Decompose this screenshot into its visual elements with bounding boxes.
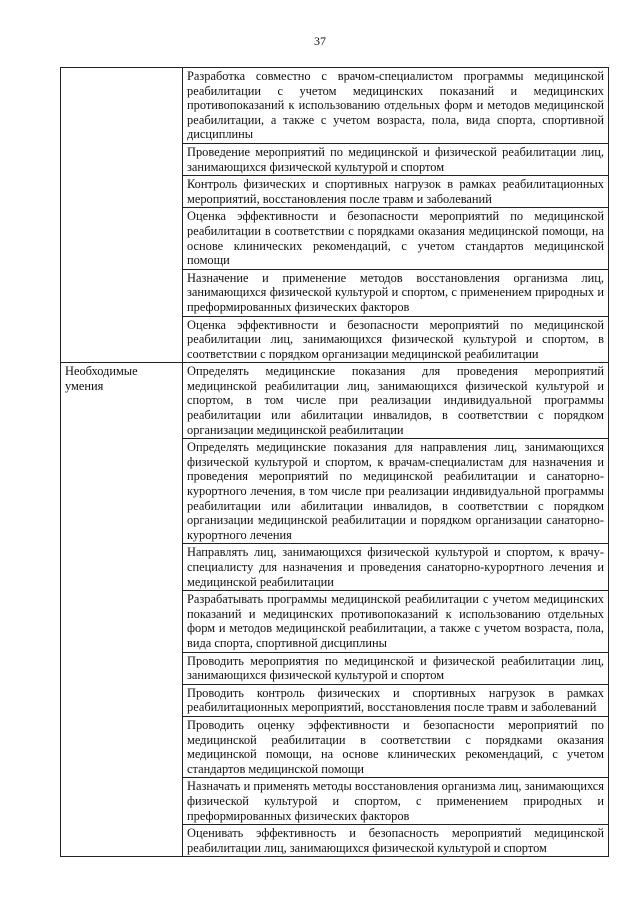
- item-cell: [183, 316, 609, 363]
- item-cell: [183, 652, 609, 684]
- item-text: Определять медицинские показания для проведения мероприятий медицинской реабилитации лиц, занимающихся физической культурой и спортом, в том числе при реализации индивидуальной программы реабилитации или абилитации инвалидов, в соответствии с порядком организации медицинской реабилитации: [187, 364, 604, 437]
- item-text: Проведение мероприятий по медицинской и физической реабилитации лиц, занимающихся физической культурой и спортом: [187, 144, 604, 174]
- item-text: Оценка эффективности и безопасности мероприятий по медицинской реабилитации лиц, занимающихся физической культурой и спортом, в соответствии с порядком организации медицинской реабилитации: [187, 317, 604, 361]
- item-text: Проводить контроль физических и спортивных нагрузок в рамках реабилитационных мероприятий, восстановления после травм и заболеваний: [187, 685, 604, 715]
- item-text: Разработка совместно с врачом-специалистом программы медицинской реабилитации с учетом медицинских показаний и медицинских противопоказаний к использованию отдельных форм и методов медицинской реабилитации, а также с учетом возраста, пола, вида спорта, спортивной дисциплины: [187, 69, 604, 142]
- item-text: Оценка эффективности и безопасности мероприятий по медицинской реабилитации в соответствии с порядками оказания медицинской помощи, на основе клинических рекомендаций, с учетом стандартов медицинской помощи: [187, 209, 604, 268]
- item-cell: [183, 778, 609, 825]
- requirements-table: [60, 67, 609, 857]
- page-number: 37: [314, 34, 326, 48]
- item-cell: [183, 591, 609, 652]
- item-cell: [183, 363, 609, 439]
- section-heading-cell: [61, 363, 183, 857]
- item-cell: [183, 176, 609, 208]
- table-row: [61, 363, 609, 439]
- table-body: [61, 68, 609, 857]
- item-cell: [183, 269, 609, 316]
- item-text: Контроль физических и спортивных нагрузок в рамках реабилитационных мероприятий, восстановления после травм и заболеваний: [187, 177, 604, 206]
- item-cell: [183, 208, 609, 269]
- item-text: Назначать и применять методы восстановления организма лиц, занимающихся физической культурой и спортом, с применением природных и преформированных физических факторов: [187, 779, 604, 823]
- item-text: Проводить оценку эффективности и безопасности мероприятий по медицинской реабилитации в соответствии с порядками оказания медицинской помощи, на основе клинических рекомендаций, с учетом стандартов медицинской помощи: [187, 717, 604, 776]
- item-cell: [183, 684, 609, 716]
- section-heading-cell: [61, 68, 183, 363]
- item-text: Проводить мероприятия по медицинской и физической реабилитации лиц, занимающихся физической культурой и спортом: [187, 653, 604, 683]
- item-cell: [183, 716, 609, 777]
- item-cell: [183, 68, 609, 144]
- item-text: Направлять лиц, занимающихся физической культурой и спортом, к врачу-специалисту для назначения и проведения санаторно-курортного лечения и медицинской реабилитации: [187, 545, 604, 589]
- item-text: Оценивать эффективность и безопасность мероприятий медицинской реабилитации лиц, занимающихся физической культурой и спортом: [187, 826, 604, 855]
- item-text: Назначение и применение методов восстановления организма лиц, занимающихся физической культурой и спортом, с применением природных и преформированных физических факторов: [187, 270, 604, 314]
- item-cell: [183, 439, 609, 544]
- table-row: [61, 68, 609, 144]
- item-cell: [183, 544, 609, 591]
- item-cell: [183, 825, 609, 857]
- item-cell: [183, 143, 609, 175]
- item-text: Разрабатывать программы медицинской реабилитации с учетом медицинских показаний и медицинских противопоказаний к использованию отдельных форм и методов медицинской реабилитации, а также с учетом возраста, пола, вида спорта, спортивной дисциплины: [187, 592, 604, 650]
- section-heading: Необходимые умения: [65, 364, 138, 393]
- item-text: Определять медицинские показания для направления лиц, занимающихся физической культурой и спортом, к врачам-специалистам для назначения и проведения мероприятий по медицинской реабилитации и санаторно-курортного лечения, в том числе при реализации индивидуальной программы реабилитации или абилитации инвалидов, в соответствии с порядком организации медицинской реабилитации и порядком организации санаторно-курортного лечения: [187, 440, 604, 542]
